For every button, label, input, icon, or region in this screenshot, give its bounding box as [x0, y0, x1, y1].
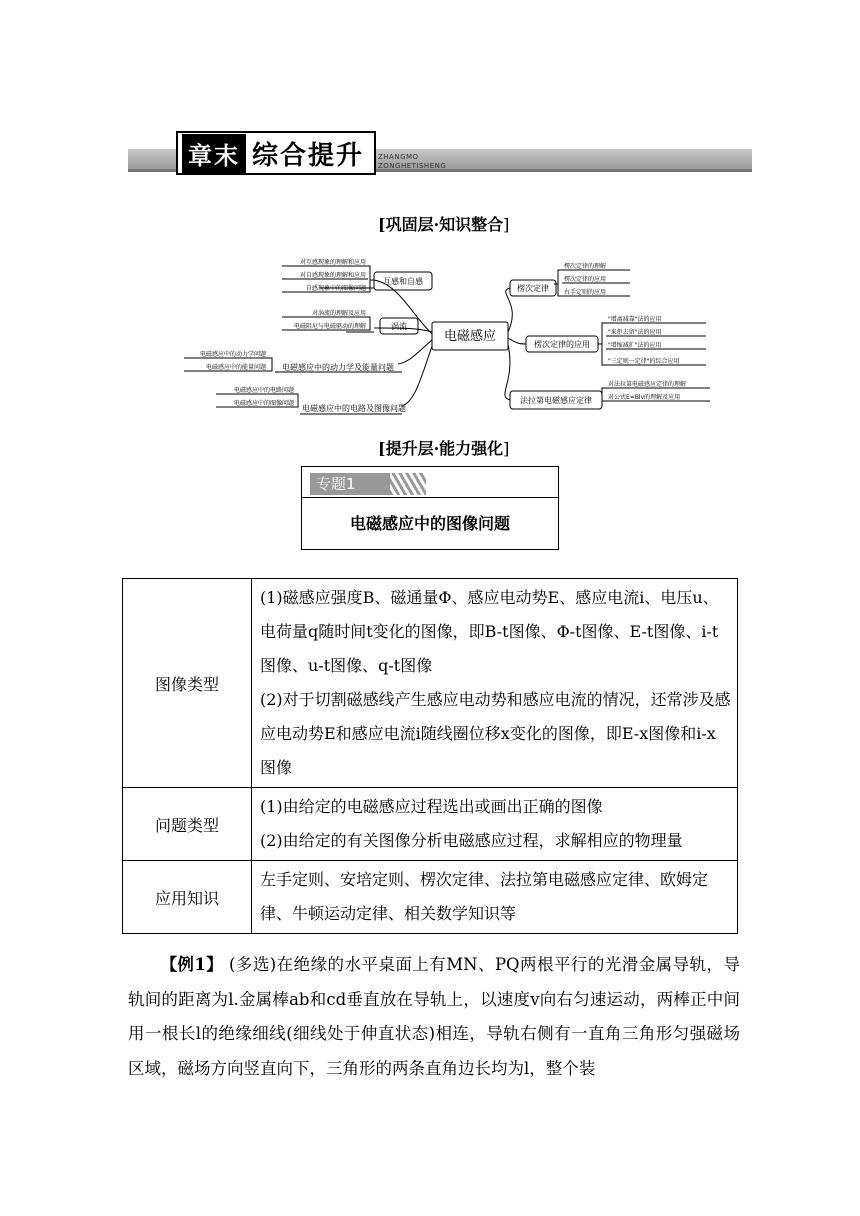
mindmap-right-label-2: 楞次定律的应用 — [534, 340, 590, 349]
table-cell-line: (1)由给定的电磁感应过程选出或画出正确的图像 — [260, 797, 603, 816]
table-cell-line: (2)对于切割磁感线产生感应电动势和感应电流的情况，还常涉及感应电动势E和感应电流i随线圈位移x变化的图像，即E-x图像和i-x图像 — [260, 690, 731, 777]
banner-title-box — [176, 131, 376, 175]
mindmap-leaf: 右手定则的应用 — [564, 289, 607, 296]
topic-title: 电磁感应中的图像问题 — [349, 514, 510, 533]
chapter-banner — [128, 131, 752, 175]
mindmap-leaf: 楞次定律的应用 — [564, 276, 607, 283]
mindmap-right-label-3: 法拉第电磁感应定律 — [520, 396, 592, 405]
section-heading-consolidate — [378, 212, 509, 235]
bracket-close: ] — [503, 215, 510, 234]
mindmap-leaf: 楞次定律的理解 — [564, 263, 607, 270]
mindmap-leaf: 对法拉第电磁感应定律的理解 — [608, 381, 687, 388]
mindmap-leaf: 电磁感应中的动力学问题 — [199, 351, 266, 358]
banner-pinyin — [378, 153, 446, 171]
mindmap-leaf: 自感现象中的图像问题 — [305, 285, 366, 292]
mindmap-left-label-3: 电磁感应中的动力学及能量问题 — [282, 363, 394, 372]
banner-title-dark: 章末 — [182, 134, 246, 173]
banner-pinyin-line2: ZONGHETISHENG — [378, 162, 447, 170]
bracket-open: [ — [378, 439, 386, 458]
mindmap-leaf: 对涡流的理解及应用 — [311, 310, 366, 317]
table-row-head: 图像类型 — [123, 579, 252, 788]
mindmap-leaf: 电磁感应中的图像问题 — [233, 400, 294, 407]
table-row — [123, 861, 738, 934]
mindmap-left-label-1: 互感和自感 — [383, 277, 423, 286]
mindmap-leaf: 电磁感应中的能量问题 — [205, 364, 266, 371]
mindmap-leaf: 电磁感应中的电路问题 — [233, 387, 294, 394]
mindmap-right-label-1: 楞次定律 — [517, 284, 549, 293]
topic-divider — [302, 497, 558, 498]
section-heading-improve — [378, 436, 509, 459]
mindmap-leaf: 对自感现象的理解和应用 — [299, 272, 366, 279]
example-text: (多选)在绝缘的水平桌面上有MN、PQ两根平行的光滑金属导轨，导轨间的距离为l.金属棒ab和cd垂直放在导轨上，以速度v向右匀速运动，两棒正中间用一根长l的绝缘细线(细线处于伸直状态)相连，导轨右侧有一直角三角形匀强磁场区域，磁场方向竖直向下，三角形的两条直角边长均为l，整个装 — [128, 955, 740, 1078]
topic-box — [301, 466, 559, 550]
mindmap-leaf: "三定则一定律"的综合应用 — [608, 358, 680, 365]
mindmap-leaf: "来拒去留"法的应用 — [608, 329, 662, 336]
table-row — [123, 579, 738, 788]
topic-tag-stripes — [390, 473, 426, 495]
mindmap-leaf: 对互感现象的理解和应用 — [299, 259, 366, 266]
table-cell — [252, 861, 738, 934]
section1-title: 巩固层·知识整合 — [385, 215, 504, 234]
mindmap-left-label-4: 电磁感应中的电路及图像问题 — [302, 404, 406, 413]
mindmap-leaf: 电磁阻尼与电磁驱动的理解 — [293, 323, 366, 330]
topic-tag: 专题1 — [310, 473, 396, 495]
table-row — [123, 788, 738, 861]
section2-title: 提升层·能力强化 — [385, 439, 504, 458]
table-cell-line: (1)磁感应强度B、磁通量Φ、感应电动势E、感应电流i、电压u、电荷量q随时间t变化的图像，即B-t图像、Φ-t图像、E-t图像、i-t图像、u-t图像、q-t图像 — [260, 588, 719, 675]
knowledge-mind-map — [170, 252, 730, 422]
banner-title-light: 综合提升 — [252, 140, 365, 171]
table-cell-line: 左手定则、安培定则、楞次定律、法拉第电磁感应定律、欧姆定律、牛顿运动定律、相关数学知识等 — [260, 870, 709, 923]
banner-pinyin-line1: ZHANGMO — [378, 153, 419, 161]
table-row-head: 应用知识 — [123, 861, 252, 934]
example-paragraph — [128, 948, 740, 1086]
mindmap-leaf: "增缩减扩"法的应用 — [608, 342, 662, 349]
summary-table — [122, 578, 738, 934]
mindmap-center-label: 电磁感应 — [443, 329, 497, 344]
bracket-open: [ — [378, 215, 386, 234]
table-cell — [252, 579, 738, 788]
mindmap-leaf: "增离减靠"法的应用 — [608, 316, 662, 323]
mindmap-leaf: 对公式E=Blv的理解及应用 — [608, 394, 681, 401]
table-cell-line: (2)由给定的有关图像分析电磁感应过程，求解相应的物理量 — [260, 831, 683, 850]
table-row-head: 问题类型 — [123, 788, 252, 861]
mindmap-left-label-2: 涡流 — [391, 322, 407, 331]
bracket-close: ] — [503, 439, 510, 458]
example-label: 【例1】 — [160, 955, 224, 974]
table-cell — [252, 788, 738, 861]
